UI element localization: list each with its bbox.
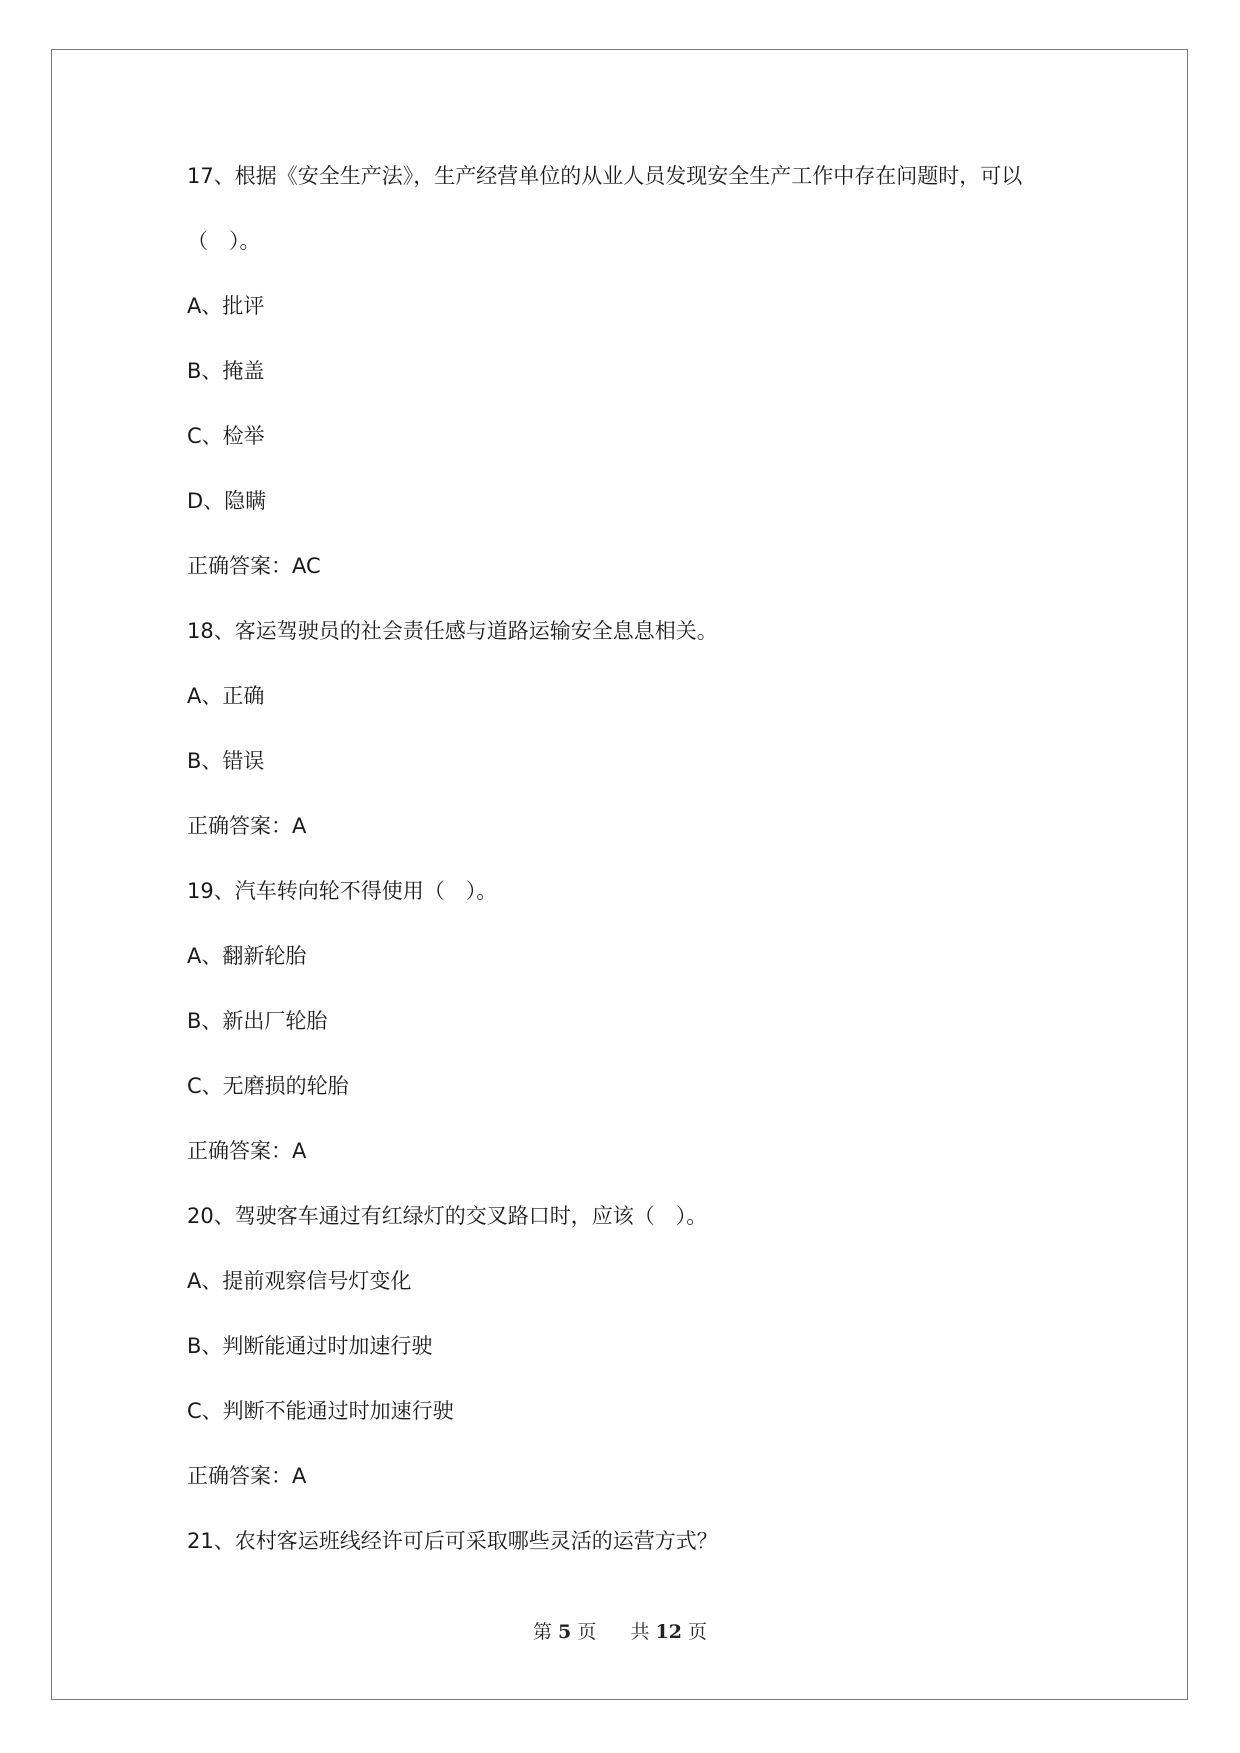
- question-18-option-a: A、正确: [187, 684, 265, 708]
- question-19-option-c: C、无磨损的轮胎: [187, 1074, 349, 1098]
- question-17-option-d: D、隐瞒: [187, 489, 267, 513]
- question-17-option-c: C、检举: [187, 424, 265, 448]
- question-17-stem-line2: （ ）。: [187, 229, 261, 253]
- question-20-answer: 正确答案：A: [187, 1464, 307, 1488]
- question-20-option-b: B、判断能通过时加速行驶: [187, 1334, 433, 1358]
- question-21-stem: 21、农村客运班线经许可后可采取哪些灵活的运营方式？: [187, 1529, 718, 1553]
- footer-total-pages: 12: [655, 1621, 682, 1643]
- footer-prefix: 第: [532, 1621, 552, 1643]
- question-17-stem-line1: 17、根据《安全生产法》，生产经营单位的从业人员发现安全生产工作中存在问题时，可以: [187, 164, 1023, 188]
- question-19-option-b: B、新出厂轮胎: [187, 1009, 328, 1033]
- footer-page-word: 页: [577, 1621, 597, 1643]
- footer-total-suffix: 页: [688, 1621, 708, 1643]
- question-18-stem: 18、客运驾驶员的社会责任感与道路运输安全息息相关。: [187, 619, 718, 643]
- question-17-option-b: B、掩盖: [187, 359, 265, 383]
- question-19-answer: 正确答案：A: [187, 1139, 307, 1163]
- question-18-option-b: B、错误: [187, 749, 265, 773]
- document-body: [187, 162, 1087, 1592]
- footer-total-prefix: 共: [630, 1621, 650, 1643]
- question-17-option-a: A、批评: [187, 294, 265, 318]
- question-18-answer: 正确答案：A: [187, 814, 307, 838]
- question-20-option-a: A、提前观察信号灯变化: [187, 1269, 412, 1293]
- footer-current-page: 5: [558, 1621, 572, 1643]
- question-19-stem: 19、汽车转向轮不得使用（ ）。: [187, 879, 498, 903]
- question-20-option-c: C、判断不能通过时加速行驶: [187, 1399, 454, 1423]
- question-17-answer: 正确答案：AC: [187, 554, 321, 578]
- question-19-option-a: A、翻新轮胎: [187, 944, 307, 968]
- question-20-stem: 20、驾驶客车通过有红绿灯的交叉路口时，应该（ ）。: [187, 1204, 708, 1228]
- page-footer: [0, 1617, 1240, 1644]
